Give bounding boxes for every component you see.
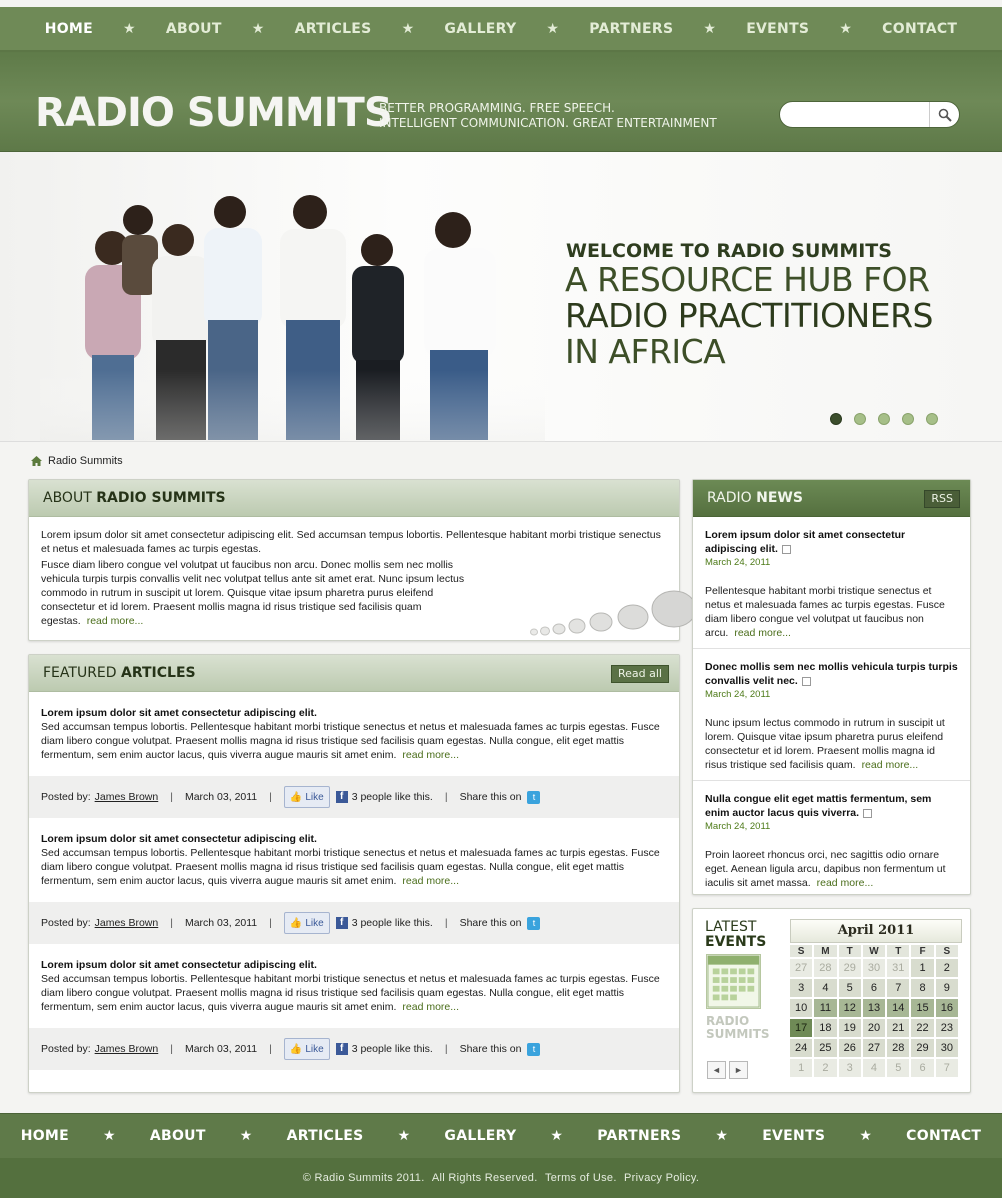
news-body	[705, 848, 958, 890]
calendar-day-cell[interactable]: 11	[814, 999, 836, 1017]
top-nav-item-events[interactable]: EVENTS	[746, 20, 810, 37]
latest-events-box	[692, 908, 971, 1093]
calendar-week-row	[790, 999, 958, 1017]
site-logo[interactable]: RADIO SUMMITS	[35, 90, 392, 136]
news-item	[693, 781, 970, 898]
calendar-icon	[706, 954, 761, 1009]
top-nav-star-separator-icon: ★	[839, 20, 853, 37]
footer-nav-star-separator-icon: ★	[239, 1128, 253, 1144]
article-read-more-link[interactable]: read more...	[402, 875, 459, 887]
footer-nav-item-home[interactable]: HOME	[20, 1128, 70, 1144]
news-body	[705, 584, 958, 640]
hero-line-3: IN AFRICA	[565, 332, 726, 371]
footer-nav-item-events[interactable]: EVENTS	[762, 1128, 826, 1144]
tagline-line-2: INTELLIGENT COMMUNICATION. GREAT ENTERTAINMENT	[379, 116, 717, 130]
calendar-day-cell[interactable]: 12	[839, 999, 861, 1017]
featured-heading	[29, 655, 679, 692]
calendar-day-cell[interactable]: 5	[887, 1059, 909, 1077]
likes-count-text: 3 people like this.	[351, 791, 433, 803]
calendar-day-cell[interactable]: 3	[790, 979, 812, 997]
calendar-day-cell[interactable]: 20	[863, 1019, 885, 1037]
footer-nav-star-separator-icon: ★	[859, 1128, 873, 1144]
calendar-day-cell[interactable]: 1	[790, 1059, 812, 1077]
meta-separator: |	[170, 917, 173, 929]
footer-nav-item-gallery[interactable]: GALLERY	[444, 1128, 517, 1144]
events-brand-line-2: SUMMITS	[706, 1027, 770, 1041]
facebook-icon: f	[336, 791, 348, 803]
news-read-more-link[interactable]: read more...	[816, 877, 874, 889]
news-title-link[interactable]: Nulla congue elit eget mattis fermentum, sem enim auctor lacus quis viverra.	[705, 793, 932, 819]
news-body	[705, 716, 958, 772]
calendar-weekday-header: M	[814, 945, 836, 957]
news-title-light: RADIO	[707, 490, 757, 506]
calendar-grid	[788, 943, 960, 1079]
news-title-link[interactable]: Donec mollis sem nec mollis vehicula turpis turpis convallis velit nec.	[705, 661, 958, 687]
calendar-day-cell[interactable]: 22	[911, 1019, 933, 1037]
calendar-day-cell[interactable]: 13	[863, 999, 885, 1017]
facebook-like-button[interactable]	[284, 1038, 330, 1060]
article-meta-bar	[29, 902, 679, 944]
news-title	[705, 792, 958, 820]
slider-dot-3[interactable]	[878, 413, 890, 425]
posted-by-label: Posted by:	[41, 1043, 91, 1055]
news-read-more-link[interactable]: read more...	[861, 759, 919, 771]
hero-line-1: A RESOURCE HUB FOR	[565, 260, 930, 299]
share-label: Share this on	[459, 917, 522, 929]
like-label: Like	[305, 917, 324, 929]
article-body	[41, 846, 667, 888]
calendar-day-cell[interactable]: 2	[936, 959, 958, 977]
calendar-navigation	[707, 1061, 748, 1079]
calendar-day-cell[interactable]: 23	[936, 1019, 958, 1037]
calendar-day-cell[interactable]: 16	[936, 999, 958, 1017]
like-label: Like	[305, 791, 324, 803]
top-nav-item-articles[interactable]: ARTICLES	[294, 20, 372, 37]
footer-nav-list	[0, 1114, 1002, 1158]
twitter-icon[interactable]: t	[527, 791, 540, 804]
footer-navigation	[0, 1113, 1002, 1158]
article-item	[29, 818, 679, 944]
calendar-day-cell[interactable]: 4	[863, 1059, 885, 1077]
likes-count-text: 3 people like this.	[351, 1043, 433, 1055]
news-body-text: Proin laoreet rhoncus orci, nec sagittis odio ornare eget. Aenean ligula arcu, dapibus non fermentum ut iaculis sit amet massa.	[705, 849, 946, 889]
news-item	[693, 517, 970, 649]
calendar-day-cell[interactable]: 7	[936, 1059, 958, 1077]
calendar-day-cell[interactable]: 18	[814, 1019, 836, 1037]
article-body-text: Sed accumsan tempus lobortis. Pellentesque habitant morbi tristique senectus et netus et malesuada fames ac turpis egestas. Fusce diam libero congue volutpat. Praesent mollis magna id risus tristique sed facilisis quam egestas. Nulla congue, elit eget mattis fermentum, sem enim auctor lacus, quis viverra augue mauris sit amet enim.	[41, 721, 660, 761]
article-read-more-link[interactable]: read more...	[402, 1001, 459, 1013]
calendar-day-cell[interactable]: 3	[839, 1059, 861, 1077]
footer-nav-item-partners[interactable]: PARTNERS	[597, 1128, 682, 1144]
external-link-icon[interactable]	[863, 809, 872, 818]
top-nav-item-partners[interactable]: PARTNERS	[589, 20, 674, 37]
news-read-more-link[interactable]: read more...	[734, 627, 791, 639]
footer-copyright	[0, 1158, 1002, 1198]
news-date: March 24, 2011	[705, 821, 771, 832]
calendar-day-cell[interactable]: 10	[790, 999, 812, 1017]
calendar-weekday-header: W	[863, 945, 885, 957]
meta-separator: |	[269, 1043, 272, 1055]
calendar-next-button[interactable]: ►	[729, 1061, 748, 1079]
top-nav-star-separator-icon: ★	[123, 20, 136, 37]
meta-separator: |	[269, 917, 272, 929]
top-nav-star-separator-icon: ★	[251, 20, 265, 37]
article-body-text: Sed accumsan tempus lobortis. Pellentesque habitant morbi tristique senectus et netus et malesuada fames ac turpis egestas. Fusce diam libero congue volutpat. Praesent mollis magna id risus tristique sed facilisis quam egestas. Nulla congue, elit eget mattis fermentum, sem enim auctor lacus, quis viverra augue mauris sit amet enim.	[41, 847, 660, 887]
article-date: March 03, 2011	[184, 791, 258, 803]
article-author-link[interactable]: James Brown	[94, 791, 159, 803]
calendar-week-row	[790, 1059, 958, 1077]
top-nav-list	[0, 7, 1002, 50]
calendar-weekday-header: S	[790, 945, 812, 957]
article-body-text: Sed accumsan tempus lobortis. Pellentesque habitant morbi tristique senectus et netus et malesuada fames ac turpis egestas. Fusce diam libero congue volutpat. Praesent mollis magna id risus tristique sed facilisis quam egestas. Nulla congue, elit eget mattis fermentum, sem enim auctor lacus, quis viverra augue mauris sit amet enim.	[41, 973, 660, 1013]
article-read-more-link[interactable]: read more...	[402, 749, 459, 761]
about-heading	[29, 480, 679, 517]
home-icon[interactable]	[31, 456, 42, 466]
calendar-day-cell[interactable]: 15	[911, 999, 933, 1017]
external-link-icon[interactable]	[782, 545, 791, 554]
calendar-day-cell[interactable]: 2	[814, 1059, 836, 1077]
calendar-day-cell[interactable]: 27	[790, 959, 812, 977]
article-body	[41, 972, 667, 1014]
about-paragraph-2-text: Fusce diam libero congue vel volutpat ut faucibus non arcu. Donec mollis sem nec mollis vehicula turpis turpis convallis velit nec volutpat tellus ante sit amet erat. Nunc ipsum lectus commodo in rutrum in suscipit ut lorem. Quisque vitae ipsum pharetra purus eleifend consectetur et id lorem. Praesent mollis magna id risus tristique sed facilisis quam egestas.	[41, 559, 465, 627]
hero-welcome: WELCOME TO RADIO SUMMITS	[566, 240, 892, 262]
calendar-week-row	[790, 959, 958, 977]
news-title-bold: NEWS	[756, 490, 803, 506]
search-button[interactable]	[929, 102, 959, 127]
site-header	[0, 52, 1002, 152]
article-date: March 03, 2011	[184, 1043, 258, 1055]
calendar-day-cell[interactable]: 28	[887, 1039, 909, 1057]
calendar-day-cell[interactable]: 19	[839, 1019, 861, 1037]
calendar-day-cell[interactable]: 6	[911, 1059, 933, 1077]
top-nav-item-contact[interactable]: CONTACT	[882, 20, 958, 37]
facebook-icon: f	[336, 917, 348, 929]
calendar-day-cell[interactable]: 24	[790, 1039, 812, 1057]
news-body-text: Nunc ipsum lectus commodo in rutrum in suscipit ut lorem. Quisque vitae ipsum pharetra purus eleifend consectetur et id lorem. Praesent mollis magna id risus tristique sed facilisis quam.	[705, 717, 945, 771]
calendar-weekday-header: F	[911, 945, 933, 957]
calendar-week-row	[790, 1039, 958, 1057]
about-paragraph-2	[41, 558, 473, 628]
twitter-icon[interactable]: t	[527, 1043, 540, 1056]
meta-separator: |	[444, 917, 448, 929]
calendar-day-cell[interactable]: 9	[936, 979, 958, 997]
top-navigation	[0, 0, 1002, 52]
calendar-prev-button[interactable]: ◄	[707, 1061, 726, 1079]
calendar-day-cell[interactable]: 4	[814, 979, 836, 997]
article-title[interactable]: Lorem ipsum dolor sit amet consectetur adipiscing elit.	[41, 833, 317, 845]
calendar-day-cell[interactable]: 25	[814, 1039, 836, 1057]
slider-dot-2[interactable]	[854, 413, 866, 425]
share-label: Share this on	[459, 791, 522, 803]
footer-nav-item-contact[interactable]: CONTACT	[906, 1128, 982, 1144]
top-nav-star-separator-icon: ★	[546, 20, 560, 37]
hero-line-2: RADIO PRACTITIONERS	[565, 296, 933, 335]
calendar-day-cell[interactable]: 30	[936, 1039, 958, 1057]
slider-dot-5[interactable]	[926, 413, 938, 425]
featured-title-bold: ARTICLES	[121, 665, 196, 681]
calendar-day-cell[interactable]: 29	[839, 959, 861, 977]
news-title	[705, 660, 958, 688]
footer-nav-item-articles[interactable]: ARTICLES	[286, 1128, 364, 1144]
slider-pagination	[830, 413, 938, 425]
about-read-more-link[interactable]: read more...	[86, 615, 144, 627]
share-label: Share this on	[459, 1043, 522, 1055]
facebook-icon: f	[336, 1043, 348, 1055]
article-author-link[interactable]: James Brown	[94, 917, 159, 929]
breadcrumb-home-link[interactable]: Radio Summits	[48, 455, 123, 467]
calendar-day-cell[interactable]: 5	[839, 979, 861, 997]
calendar-week-row	[790, 979, 958, 997]
article-body	[41, 720, 667, 762]
article-item	[29, 944, 679, 1070]
events-brand-mark	[706, 1015, 770, 1041]
article-meta-bar	[29, 776, 679, 818]
breadcrumb	[31, 455, 123, 467]
calendar-day-cell[interactable]: 21	[887, 1019, 909, 1037]
top-nav-item-about[interactable]: ABOUT	[165, 20, 222, 37]
posted-by-label: Posted by:	[41, 791, 91, 803]
events-heading	[705, 920, 766, 950]
news-heading	[693, 480, 970, 517]
meta-separator: |	[269, 791, 272, 803]
rss-button[interactable]: RSS	[924, 490, 960, 508]
news-list	[693, 517, 970, 898]
radio-news-box	[692, 479, 971, 895]
calendar-day-cell[interactable]: 17	[790, 1019, 812, 1037]
calendar-day-cell[interactable]: 8	[911, 979, 933, 997]
article-text	[29, 818, 679, 888]
calendar-week-row	[790, 1019, 958, 1037]
hero-group-photo	[40, 190, 545, 442]
external-link-icon[interactable]	[802, 677, 811, 686]
like-label: Like	[305, 1043, 324, 1055]
rights-text: All Rights Reserved.	[431, 1172, 538, 1184]
search-box	[779, 101, 960, 128]
terms-link[interactable]: Terms of Use.	[544, 1172, 617, 1184]
calendar-day-cell[interactable]: 27	[863, 1039, 885, 1057]
slider-dot-1[interactable]	[830, 413, 842, 425]
calendar-day-cell[interactable]: 1	[911, 959, 933, 977]
posted-by-label: Posted by:	[41, 917, 91, 929]
calendar-day-cell[interactable]: 28	[814, 959, 836, 977]
copyright-text: © Radio Summits 2011.	[302, 1172, 425, 1184]
article-date: March 03, 2011	[184, 917, 258, 929]
events-title-light: LATEST	[705, 919, 757, 935]
articles-list	[29, 692, 679, 1070]
about-box	[28, 479, 680, 641]
about-title-light: ABOUT	[43, 490, 97, 506]
calendar-weekday-header: T	[839, 945, 861, 957]
slider-dot-4[interactable]	[902, 413, 914, 425]
article-author-link[interactable]: James Brown	[94, 1043, 159, 1055]
calendar-day-cell[interactable]: 6	[863, 979, 885, 997]
thumbs-up-icon: 👍	[289, 917, 303, 929]
article-title[interactable]: Lorem ipsum dolor sit amet consectetur adipiscing elit.	[41, 707, 317, 719]
calendar-day-cell[interactable]: 30	[863, 959, 885, 977]
meta-separator: |	[170, 1043, 173, 1055]
privacy-link[interactable]: Privacy Policy.	[624, 1172, 700, 1184]
article-text	[29, 692, 679, 762]
footer-nav-star-separator-icon: ★	[103, 1128, 116, 1144]
facebook-like-button[interactable]	[284, 786, 330, 808]
footer-nav-star-separator-icon: ★	[550, 1128, 564, 1144]
calendar-day-cell[interactable]: 14	[887, 999, 909, 1017]
calendar-weekday-header: T	[887, 945, 909, 957]
thumbs-up-icon: 👍	[289, 1043, 303, 1055]
calendar-day-cell[interactable]: 26	[839, 1039, 861, 1057]
hero-headline	[565, 262, 933, 370]
news-title	[705, 528, 958, 556]
meta-separator: |	[444, 791, 448, 803]
news-date: March 24, 2011	[705, 689, 771, 700]
article-meta-bar	[29, 1028, 679, 1070]
about-paragraph-1: Lorem ipsum dolor sit amet consectetur adipiscing elit. Sed accumsan tempus lobortis. Pellentesque habitant morbi tristique senectus et netus et malesuada fames ac turpis egestas.	[41, 529, 661, 555]
read-all-button[interactable]: Read all	[611, 665, 669, 683]
news-date: March 24, 2011	[705, 557, 771, 568]
site-tagline	[379, 101, 717, 131]
calendar-day-cell[interactable]: 29	[911, 1039, 933, 1057]
search-input[interactable]	[790, 107, 930, 123]
article-title[interactable]: Lorem ipsum dolor sit amet consectetur adipiscing elit.	[41, 959, 317, 971]
top-nav-star-separator-icon: ★	[401, 20, 415, 37]
featured-articles-box	[28, 654, 680, 1093]
facebook-like-button[interactable]	[284, 912, 330, 934]
footer-nav-item-about[interactable]: ABOUT	[149, 1128, 206, 1144]
hero-slider	[0, 152, 1002, 442]
thumbs-up-icon: 👍	[289, 791, 303, 803]
featured-title-light: FEATURED	[43, 665, 121, 681]
about-body	[29, 517, 679, 640]
news-title-link[interactable]: Lorem ipsum dolor sit amet consectetur adipiscing elit.	[705, 529, 906, 555]
about-title-bold: RADIO SUMMITS	[96, 490, 226, 506]
top-nav-item-gallery[interactable]: GALLERY	[444, 20, 517, 37]
twitter-icon[interactable]: t	[527, 917, 540, 930]
article-text	[29, 944, 679, 1014]
meta-separator: |	[444, 1043, 448, 1055]
events-brand-line-1: RADIO	[706, 1014, 750, 1028]
calendar-weekday-header: S	[936, 945, 958, 957]
satellite-dishes-illustration	[499, 587, 699, 639]
footer-nav-star-separator-icon: ★	[715, 1128, 729, 1144]
calendar-day-cell[interactable]: 7	[887, 979, 909, 997]
footer-nav-star-separator-icon: ★	[397, 1128, 411, 1144]
tagline-line-1: BETTER PROGRAMMING. FREE SPEECH.	[379, 101, 615, 115]
likes-count-text: 3 people like this.	[351, 917, 433, 929]
meta-separator: |	[170, 791, 173, 803]
events-title-bold: EVENTS	[705, 934, 767, 950]
calendar-day-cell[interactable]: 31	[887, 959, 909, 977]
news-body-text: Pellentesque habitant morbi tristique senectus et netus et malesuada fames ac turpis egestas. Fusce diam libero congue vel volutpat ut faucibus non arcu.	[705, 585, 945, 639]
top-nav-star-separator-icon: ★	[703, 20, 717, 37]
calendar-month-label: April 2011	[790, 919, 962, 943]
top-nav-item-home[interactable]: HOME	[44, 20, 94, 37]
article-item	[29, 692, 679, 818]
search-icon	[938, 108, 952, 122]
events-calendar	[790, 919, 962, 1079]
news-item	[693, 649, 970, 781]
